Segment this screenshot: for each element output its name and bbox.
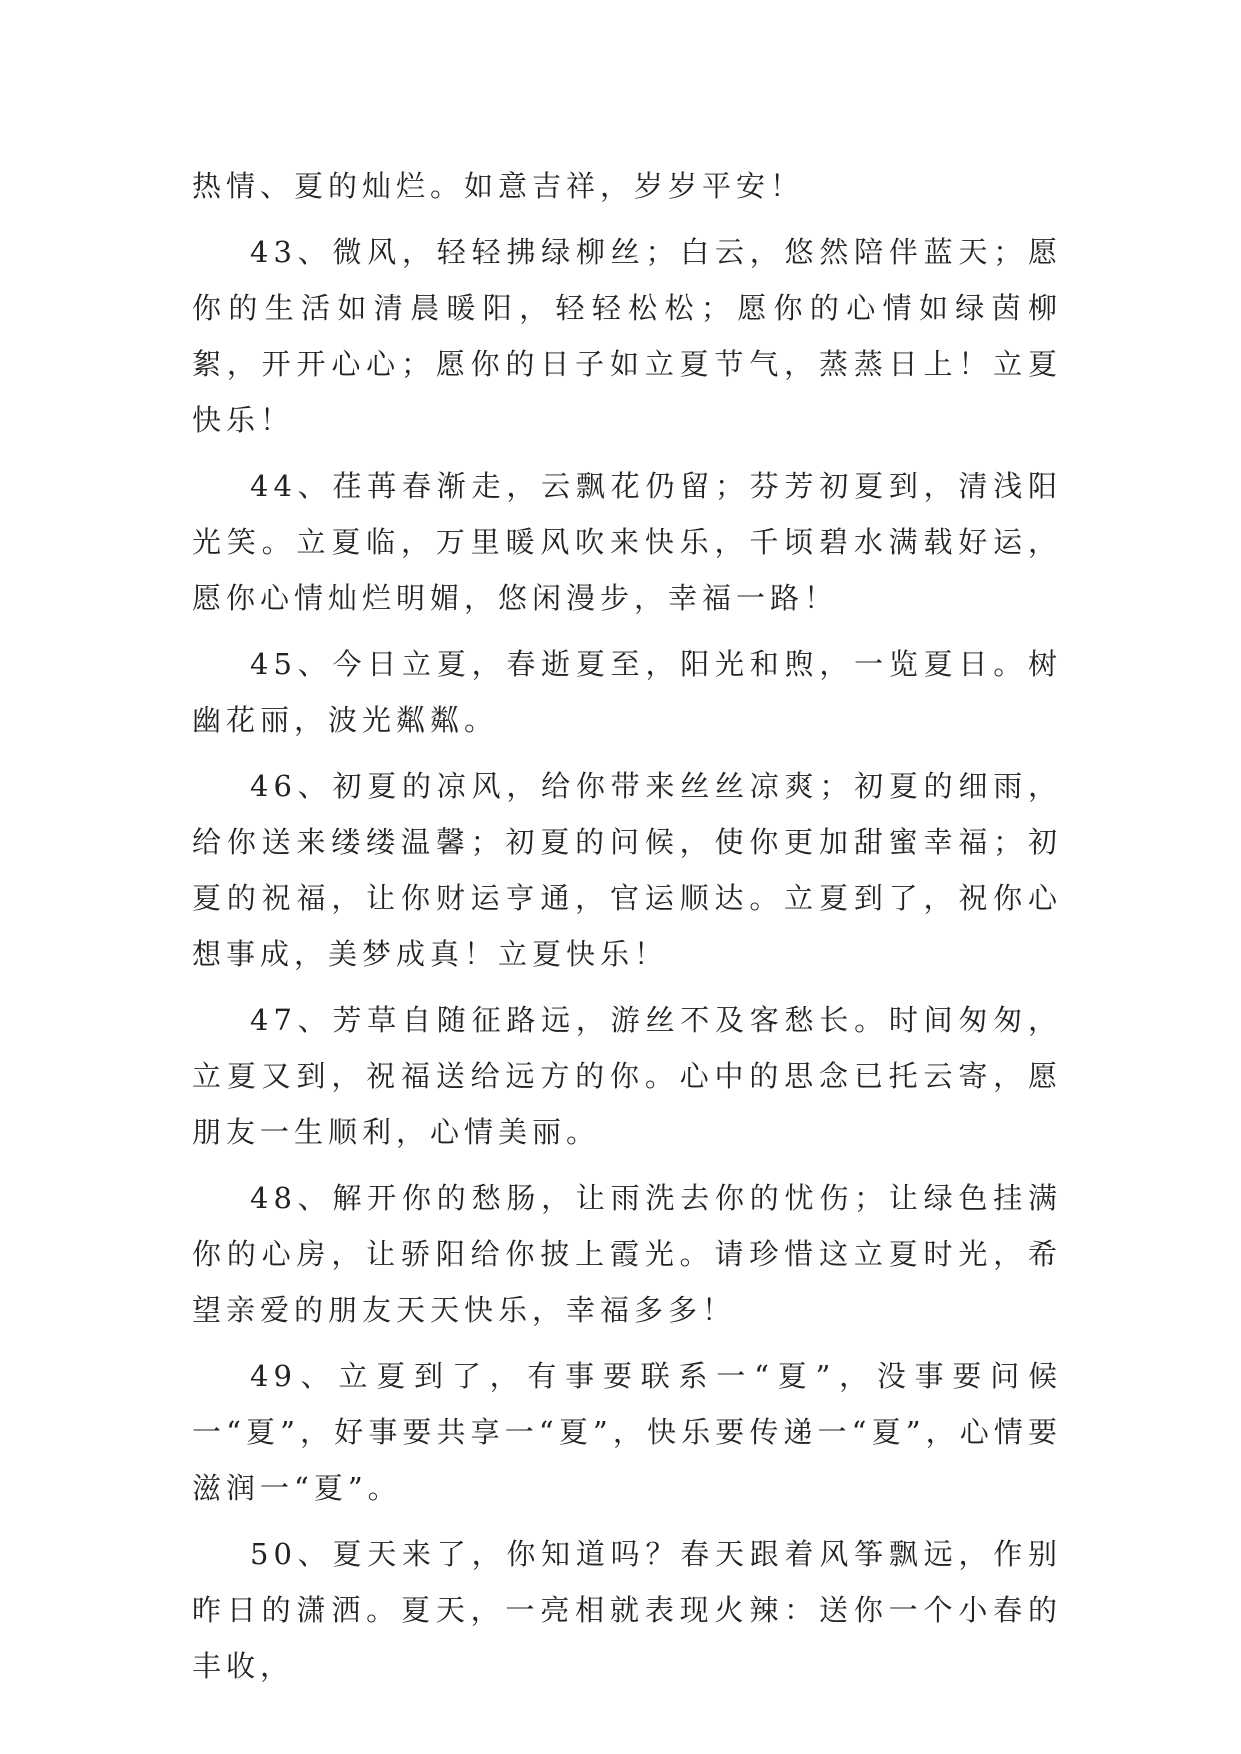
paragraph-49: 49、立夏到了，有事要联系一“夏”，没事要问候一“夏”，好事要共享一“夏”，快乐要传递一“夏”，心情要滋润一“夏”。 [192, 1359, 1062, 1505]
document-body [192, 158, 1062, 1704]
paragraph-continuation: 热情、夏的灿烂。如意吉祥，岁岁平安！ [192, 169, 805, 203]
paragraph-48: 48、解开你的愁肠，让雨洗去你的忧伤；让绿色挂满你的心房，让骄阳给你披上霞光。请珍惜这立夏时光，希望亲爱的朋友天天快乐，幸福多多！ [192, 1181, 1062, 1327]
paragraph-50: 50、夏天来了，你知道吗？春天跟着风筝飘远，作别昨日的潇洒。夏天，一亮相就表现火辣：送你一个小春的丰收， [192, 1537, 1062, 1683]
paragraph-44: 44、荏苒春渐走，云飘花仍留；芬芳初夏到，清浅阳光笑。立夏临，万里暖风吹来快乐，千顷碧水满载好运，愿你心情灿烂明媚，悠闲漫步，幸福一路！ [192, 469, 1062, 615]
paragraph-45: 45、今日立夏，春逝夏至，阳光和煦，一览夏日。树幽花丽，波光粼粼。 [192, 647, 1062, 737]
paragraph-46: 46、初夏的凉风，给你带来丝丝凉爽；初夏的细雨，给你送来缕缕温馨；初夏的问候，使你更加甜蜜幸福；初夏的祝福，让你财运亨通，官运顺达。立夏到了，祝你心想事成，美梦成真！立夏快乐！ [192, 769, 1062, 971]
paragraph-43: 43、微风，轻轻拂绿柳丝；白云，悠然陪伴蓝天；愿你的生活如清晨暖阳，轻轻松松；愿你的心情如绿茵柳絮，开开心心；愿你的日子如立夏节气，蒸蒸日上！立夏快乐！ [192, 235, 1062, 437]
paragraph-47: 47、芳草自随征路远，游丝不及客愁长。时间匆匆，立夏又到，祝福送给远方的你。心中的思念已托云寄，愿朋友一生顺利，心情美丽。 [192, 1003, 1062, 1149]
